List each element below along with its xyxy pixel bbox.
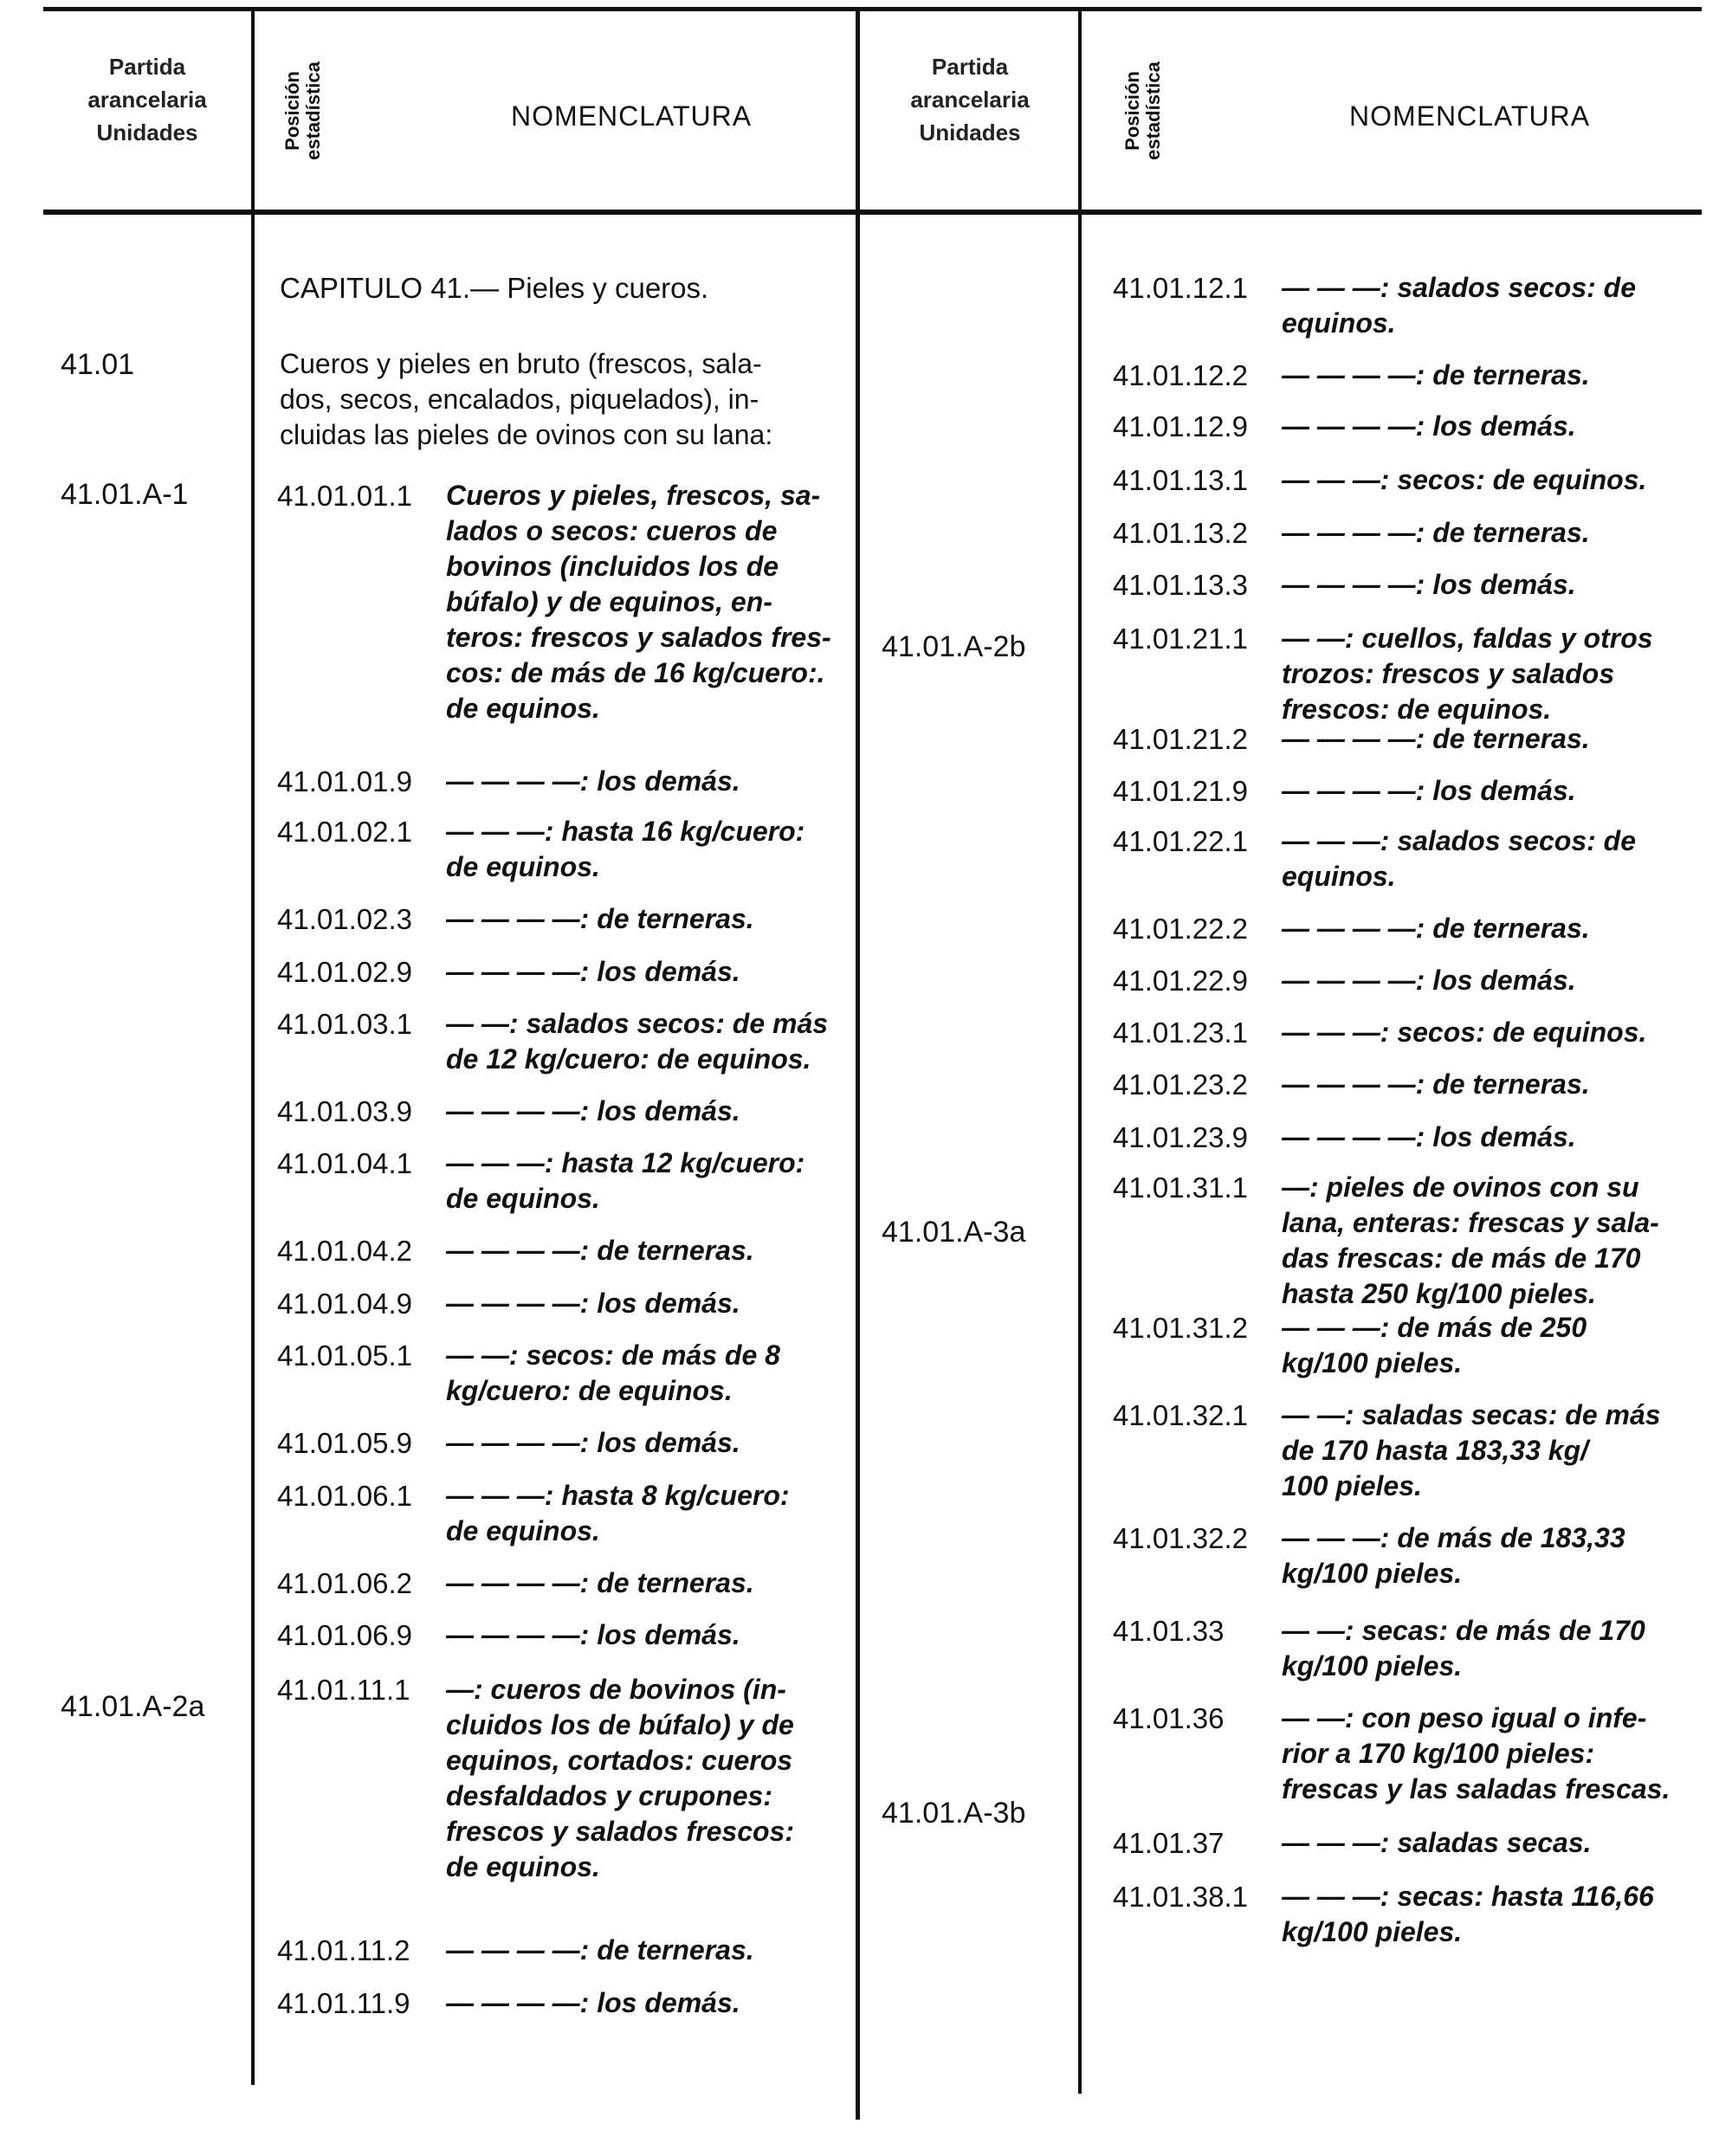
header-nomenclatura-right: NOMENCLATURA xyxy=(1349,100,1591,132)
entry-description xyxy=(1282,1170,1676,1312)
description-line: — —: cuellos, faldas y otros xyxy=(1282,623,1653,654)
description-line: kg/100 pieles. xyxy=(1282,1916,1463,1947)
description-line: lana, enteras: frescas y sala- xyxy=(1282,1207,1659,1238)
statistical-code: 41.01.02.1 xyxy=(277,816,412,848)
description-line: — — — —: los demás. xyxy=(1282,965,1576,996)
description-line: de 12 kg/cuero: de equinos. xyxy=(446,1043,811,1075)
description-line: kg/100 pieles. xyxy=(1282,1558,1463,1589)
description-line: — — — —: de terneras. xyxy=(446,903,754,934)
description-line: — — — —: de terneras. xyxy=(1282,723,1590,754)
header-partida-left xyxy=(52,50,242,149)
header-posicion-line: estadística xyxy=(302,61,324,160)
statistical-code: 41.01.13.1 xyxy=(1113,464,1248,496)
entry-description xyxy=(1282,721,1676,757)
statistical-code: 41.01.02.9 xyxy=(277,956,412,988)
entry-description xyxy=(446,901,840,937)
entry-description xyxy=(446,1617,840,1653)
entry-description xyxy=(1282,963,1676,998)
description-line: equinos. xyxy=(1282,861,1396,892)
statistical-code: 41.01.04.1 xyxy=(277,1147,412,1179)
description-line: búfalo) y de equinos, en- xyxy=(446,586,772,617)
partida-a3a: 41.01.A-3a xyxy=(882,1216,1026,1249)
entry-description xyxy=(446,764,840,799)
description-line: —: pieles de ovinos con su xyxy=(1282,1172,1639,1203)
description-line: — — — —: de terneras. xyxy=(1282,1068,1590,1100)
description-line: bovinos (incluidos los de xyxy=(446,551,779,582)
description-line: — — —: saladas secas. xyxy=(1282,1827,1592,1858)
description-line: trozos: frescos y salados xyxy=(1282,658,1615,689)
description-line: teros: frescos y salados fres- xyxy=(446,622,831,653)
statistical-code: 41.01.06.2 xyxy=(277,1567,412,1599)
header-partida-line: Partida xyxy=(931,54,1009,80)
description-line: frescas y las saladas frescas. xyxy=(1282,1773,1671,1804)
header-partida-line: Partida xyxy=(108,54,186,80)
description-line: — — — —: los demás. xyxy=(1282,569,1576,600)
entry-description xyxy=(446,1094,840,1129)
header-nomenclatura-left: NOMENCLATURA xyxy=(511,100,753,132)
statistical-code: 41.01.31.1 xyxy=(1113,1172,1248,1204)
description-line: — — — —: de terneras. xyxy=(1282,913,1590,944)
header-posicion-line: estadística xyxy=(1142,61,1164,160)
description-line: de equinos. xyxy=(446,1851,600,1882)
description-line: — — — —: los demás. xyxy=(446,1619,740,1650)
description-line: kg/cuero: de equinos. xyxy=(446,1375,733,1406)
partida-a2a: 41.01.A-2a xyxy=(61,1690,205,1723)
header-posicion-line: Posición xyxy=(1121,71,1143,151)
statistical-code: 41.01.33 xyxy=(1113,1615,1225,1647)
statistical-code: 41.01.03.9 xyxy=(277,1095,412,1127)
description-line: — — — —: los demás. xyxy=(446,765,740,797)
description-line: frescos y salados frescos: xyxy=(446,1816,794,1847)
col-divider-3 xyxy=(1078,7,1082,2094)
entry-description xyxy=(1282,1613,1676,1684)
entry-description xyxy=(446,478,840,726)
statistical-code: 41.01.23.2 xyxy=(1113,1068,1248,1101)
entry-description xyxy=(1282,773,1676,809)
description-line: — — — —: los demás. xyxy=(1282,775,1576,806)
statistical-code: 41.01.11.2 xyxy=(277,1934,410,1966)
entry-description xyxy=(1282,1520,1676,1591)
entry-description xyxy=(1282,567,1676,603)
description-line: hasta 250 kg/100 pieles. xyxy=(1282,1278,1596,1309)
entry-description xyxy=(1282,621,1676,727)
statistical-code: 41.01.38.1 xyxy=(1113,1881,1248,1913)
statistical-code: 41.01.22.9 xyxy=(1113,965,1248,997)
description-line: — —: secos: de más de 8 xyxy=(446,1339,780,1371)
description-line: — — — —: los demás. xyxy=(446,956,740,987)
statistical-code: 41.01.31.2 xyxy=(1113,1312,1248,1344)
statistical-code: 41.01.05.1 xyxy=(277,1339,412,1372)
entry-description xyxy=(1282,1879,1676,1950)
entry-description xyxy=(1282,515,1676,551)
description-line: — — —: hasta 12 kg/cuero: xyxy=(446,1147,805,1178)
statistical-code: 41.01.06.1 xyxy=(277,1480,412,1512)
description-line: desfaldados y crupones: xyxy=(446,1780,772,1811)
entry-description xyxy=(1282,1015,1676,1050)
partida-41-01: 41.01 xyxy=(61,348,135,381)
entry-description xyxy=(1282,409,1676,444)
entry-description xyxy=(446,1233,840,1268)
description-line: de equinos. xyxy=(446,1183,600,1214)
entry-description xyxy=(446,814,840,885)
header-posicion-right xyxy=(1122,50,1164,171)
description-line: de equinos. xyxy=(446,693,600,724)
header-bottom-rule xyxy=(43,210,1702,215)
description-line: — — —: de más de 250 xyxy=(1282,1312,1587,1343)
description-line: de 170 hasta 183,33 kg/ xyxy=(1282,1435,1588,1466)
statistical-code: 41.01.22.2 xyxy=(1113,913,1248,945)
statistical-code: 41.01.21.2 xyxy=(1113,723,1248,755)
intro-text xyxy=(280,346,847,453)
description-line: 100 pieles. xyxy=(1282,1470,1422,1501)
description-line: rior a 170 kg/100 pieles: xyxy=(1282,1738,1595,1769)
entry-description xyxy=(1282,1067,1676,1102)
description-line: — — — —: los demás. xyxy=(446,1427,740,1458)
description-line: — — —: salados secos: de xyxy=(1282,825,1637,856)
description-line: — — —: secos: de equinos. xyxy=(1282,1017,1647,1048)
statistical-code: 41.01.03.1 xyxy=(277,1008,412,1040)
entry-description xyxy=(1282,358,1676,393)
statistical-code: 41.01.04.9 xyxy=(277,1288,412,1320)
entry-description xyxy=(446,1565,840,1601)
statistical-code: 41.01.02.3 xyxy=(277,903,412,935)
description-line: kg/100 pieles. xyxy=(1282,1650,1463,1682)
top-rule xyxy=(43,7,1702,11)
entry-description xyxy=(1282,1825,1676,1861)
partida-a3b: 41.01.A-3b xyxy=(882,1797,1026,1830)
description-line: cluidos los de búfalo) y de xyxy=(446,1709,794,1740)
entry-description xyxy=(446,1672,840,1885)
col-divider-2 xyxy=(856,7,860,2120)
entry-description xyxy=(446,1425,840,1461)
statistical-code: 41.01.01.1 xyxy=(277,480,412,512)
header-partida-line: arancelaria xyxy=(910,87,1030,113)
description-line: kg/100 pieles. xyxy=(1282,1347,1463,1378)
header-posicion-line: Posición xyxy=(281,71,303,151)
statistical-code: 41.01.11.9 xyxy=(277,1987,410,2019)
entry-description xyxy=(446,954,840,990)
statistical-code: 41.01.12.2 xyxy=(1113,359,1248,391)
statistical-code: 41.01.23.1 xyxy=(1113,1017,1248,1049)
description-line: Cueros y pieles, frescos, sa- xyxy=(446,480,821,511)
description-line: — — — —: de terneras. xyxy=(1282,359,1590,391)
description-line: — —: saladas secas: de más xyxy=(1282,1399,1661,1430)
description-line: frescos: de equinos. xyxy=(1282,694,1552,725)
description-line: — — — —: los demás. xyxy=(446,1095,740,1126)
entry-description xyxy=(1282,911,1676,946)
description-line: — — —: hasta 8 kg/cuero: xyxy=(446,1480,790,1511)
description-line: —: cueros de bovinos (in- xyxy=(446,1674,786,1705)
statistical-code: 41.01.32.2 xyxy=(1113,1522,1248,1554)
statistical-code: 41.01.22.1 xyxy=(1113,825,1248,857)
entry-description xyxy=(1282,1310,1676,1381)
entry-description xyxy=(446,1006,840,1077)
entry-description xyxy=(446,1338,840,1409)
description-line: lados o secos: cueros de xyxy=(446,515,778,546)
header-partida-line: arancelaria xyxy=(87,87,207,113)
description-line: de equinos. xyxy=(446,851,600,882)
description-line: — — — —: de terneras. xyxy=(1282,517,1590,548)
partida-a1: 41.01.A-1 xyxy=(61,478,189,511)
intro-line: dos, secos, encalados, piquelados), in- xyxy=(280,384,759,415)
description-line: — — —: de más de 183,33 xyxy=(1282,1522,1625,1553)
description-line: — —: secas: de más de 170 xyxy=(1282,1615,1645,1646)
statistical-code: 41.01.13.2 xyxy=(1113,517,1248,549)
statistical-code: 41.01.32.1 xyxy=(1113,1399,1248,1431)
description-line: — — — —: los demás. xyxy=(1282,410,1576,442)
entry-description xyxy=(1282,823,1676,894)
statistical-code: 41.01.23.9 xyxy=(1113,1121,1248,1153)
description-line: — — —: salados secos: de xyxy=(1282,272,1637,303)
entry-description xyxy=(446,1286,840,1321)
entry-description xyxy=(1282,270,1676,341)
description-line: — — — —: los demás. xyxy=(446,1987,740,2018)
chapter-title: CAPITULO 41.— Pieles y cueros. xyxy=(280,272,709,304)
header-partida-right xyxy=(870,50,1070,149)
col-divider-1 xyxy=(251,7,255,2085)
description-line: — — —: secas: hasta 116,66 xyxy=(1282,1881,1654,1912)
statistical-code: 41.01.06.9 xyxy=(277,1619,412,1651)
entry-description xyxy=(446,1478,840,1549)
description-line: cos: de más de 16 kg/cuero:. xyxy=(446,657,825,688)
statistical-code: 41.01.05.9 xyxy=(277,1427,412,1459)
description-line: — — — —: los demás. xyxy=(1282,1121,1576,1152)
description-line: — — — —: de terneras. xyxy=(446,1934,754,1966)
statistical-code: 41.01.12.9 xyxy=(1113,410,1248,442)
statistical-code: 41.01.04.2 xyxy=(277,1235,412,1267)
description-line: equinos. xyxy=(1282,307,1396,339)
statistical-code: 41.01.01.9 xyxy=(277,765,412,797)
statistical-code: 41.01.13.3 xyxy=(1113,569,1248,601)
intro-line: cluidas las pieles de ovinos con su lana: xyxy=(280,419,773,450)
statistical-code: 41.01.11.1 xyxy=(277,1674,410,1706)
partida-a2b: 41.01.A-2b xyxy=(882,630,1026,663)
description-line: de equinos. xyxy=(446,1515,600,1546)
statistical-code: 41.01.12.1 xyxy=(1113,272,1248,304)
statistical-code: 41.01.21.1 xyxy=(1113,623,1248,655)
header-partida-line: Unidades xyxy=(919,119,1021,145)
entry-description xyxy=(1282,1701,1676,1807)
description-line: — — —: secos: de equinos. xyxy=(1282,464,1647,495)
statistical-code: 41.01.21.9 xyxy=(1113,775,1248,807)
intro-line: Cueros y pieles en bruto (frescos, sala- xyxy=(280,348,762,379)
description-line: — —: con peso igual o infe- xyxy=(1282,1702,1647,1733)
statistical-code: 41.01.37 xyxy=(1113,1827,1225,1859)
entry-description xyxy=(446,1146,840,1217)
description-line: — — — —: de terneras. xyxy=(446,1235,754,1266)
description-line: — — — —: de terneras. xyxy=(446,1567,754,1598)
entry-description xyxy=(1282,462,1676,498)
entry-description xyxy=(1282,1120,1676,1155)
description-line: — — —: hasta 16 kg/cuero: xyxy=(446,816,805,847)
header-posicion-left xyxy=(282,50,324,171)
description-line: equinos, cortados: cueros xyxy=(446,1745,793,1776)
entry-description xyxy=(446,1985,840,2021)
header-partida-line: Unidades xyxy=(96,119,198,145)
entry-description xyxy=(1282,1398,1676,1504)
statistical-code: 41.01.36 xyxy=(1113,1702,1225,1734)
description-line: — — — —: los demás. xyxy=(446,1288,740,1319)
description-line: — —: salados secos: de más xyxy=(446,1008,829,1039)
description-line: das frescas: de más de 170 xyxy=(1282,1243,1641,1274)
entry-description xyxy=(446,1933,840,1968)
